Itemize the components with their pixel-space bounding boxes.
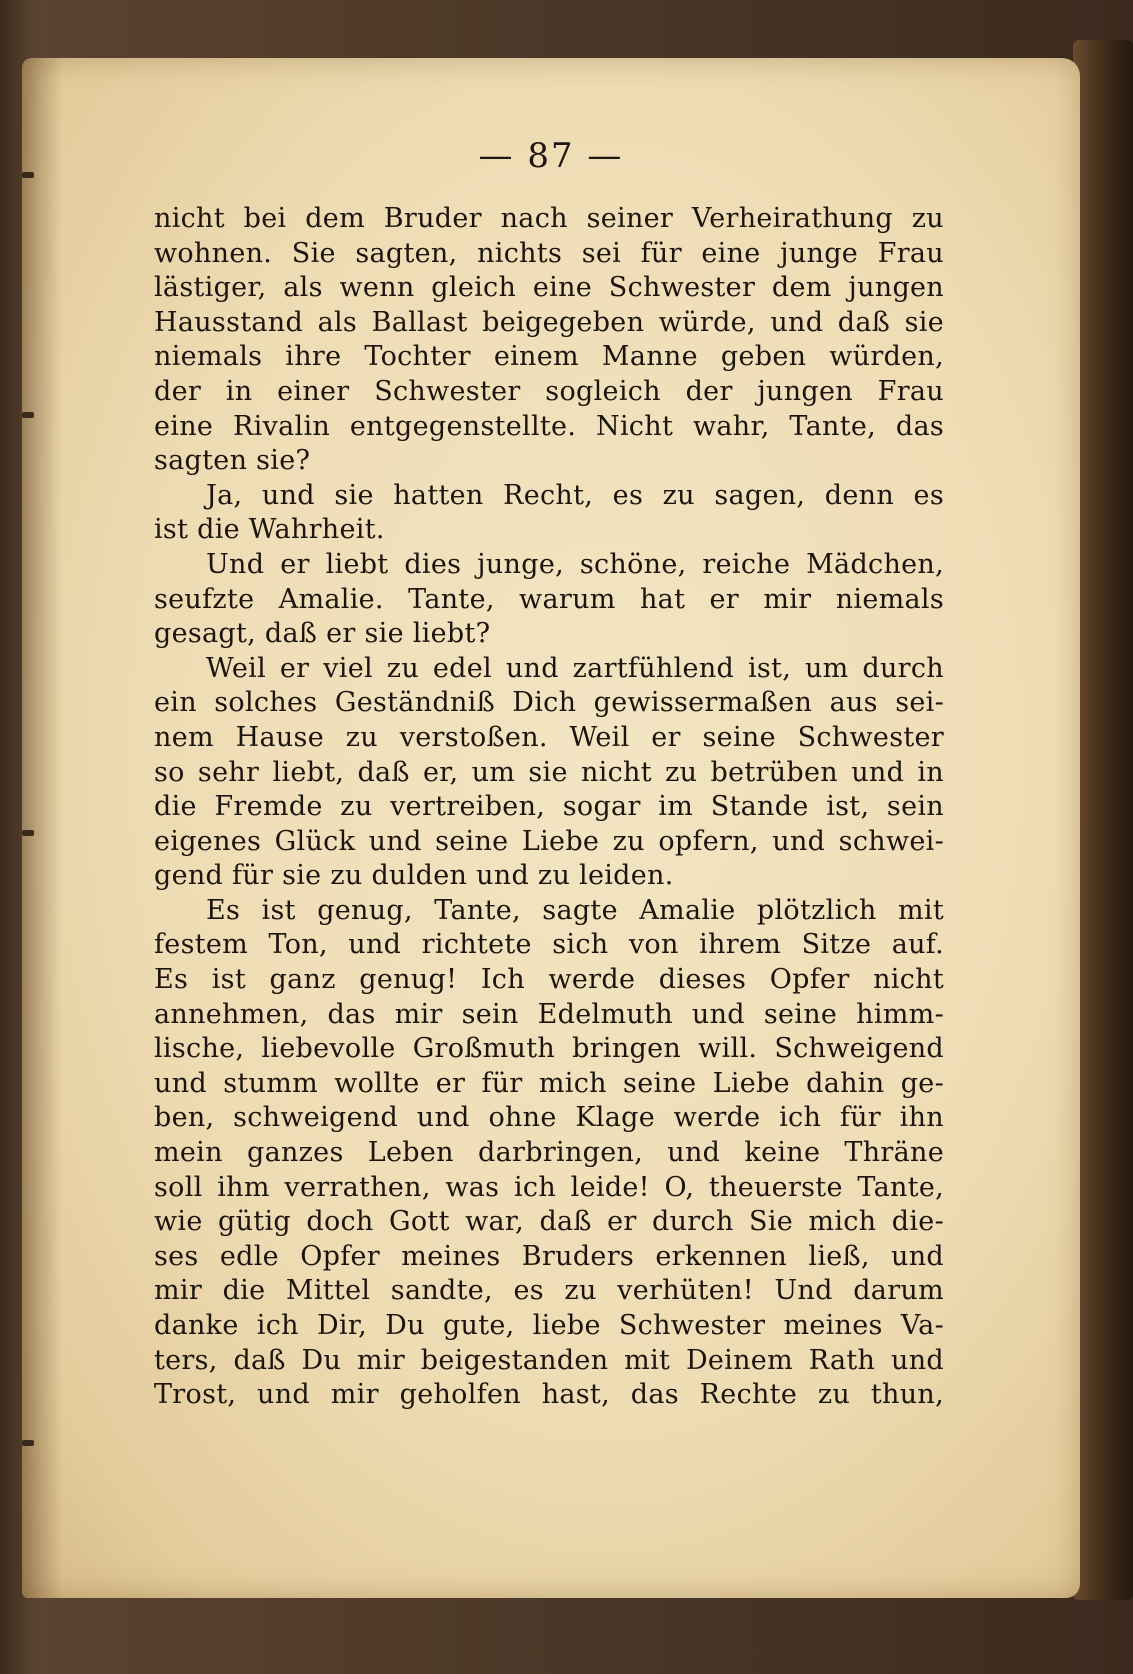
margin-mark [22,1440,34,1446]
spine-shadow [22,58,62,1598]
text-line: seufzte Amalie. Tante, warum hat er mir niemals [154,583,944,615]
text-line: gesagt, daß er sie liebt? [154,618,491,650]
text-line: so sehr liebt, daß er, um sie nicht zu betrüben und in [154,756,944,788]
text-line: Ja, und sie hatten Recht, es zu sagen, denn es [206,479,944,511]
book-cover-edge [1073,40,1133,1600]
text-line: nem Hause zu verstoßen. Weil er seine Schwester [154,721,944,753]
text-line: die Fremde zu vertreiben, sogar im Stande ist, sein [154,791,944,823]
margin-mark [22,412,34,418]
text-line: annehmen, das mir sein Edelmuth und seine himm- [154,998,944,1030]
text-line: wie gütig doch Gott war, daß er durch Sie mich die- [154,1206,944,1238]
book-page [22,58,1080,1598]
text-line: Trost, und mir geholfen hast, das Rechte zu thun, [154,1379,944,1411]
margin-mark [22,830,34,836]
text-line: niemals ihre Tochter einem Manne geben würden, [154,341,944,373]
text-line: sagten sie? [154,445,311,477]
text-line: eine Rivalin entgegenstellte. Nicht wahr, Tante, das [154,410,944,442]
text-line: Und er liebt dies junge, schöne, reiche Mädchen, [206,548,944,580]
text-line: ters, daß Du mir beigestanden mit Deinem Rath und [154,1344,944,1376]
text-line: der in einer Schwester sogleich der jungen Frau [154,375,944,407]
text-line: mein ganzes Leben darbringen, und keine Thräne [154,1137,944,1169]
text-line: gend für sie zu dulden und zu leiden. [154,860,674,892]
margin-mark [22,172,34,178]
text-line: und stumm wollte er für mich seine Liebe dahin ge- [154,1067,944,1099]
text-line: danke ich Dir, Du gute, liebe Schwester meines Va- [154,1310,944,1341]
text-line: lische, liebevolle Großmuth bringen will. Schweigend [154,1033,944,1065]
text-line: ses edle Opfer meines Bruders erkennen ließ, und [154,1240,944,1272]
text-line: ist die Wahrheit. [154,514,385,546]
page-number: — 87 — [478,136,624,176]
text-line: festem Ton, und richtete sich von ihrem Sitze auf. [154,929,944,961]
text-line: eigenes Glück und seine Liebe zu opfern, und schwei- [154,825,944,857]
text-line: ben, schweigend und ohne Klage werde ich für ihn [154,1102,944,1134]
text-line: lästiger, als wenn gleich eine Schwester dem jungen [154,272,944,304]
text-line: Es ist genug, Tante, sagte Amalie plötzlich mit [206,894,944,926]
text-line: mir die Mittel sandte, es zu verhüten! Und darum [154,1275,944,1307]
text-line: soll ihm verrathen, was ich leide! O, theuerste Tante, [154,1171,944,1203]
text-line: wohnen. Sie sagten, nichts sei für eine junge Frau [154,237,944,269]
body-text [154,202,944,1413]
text-line: Es ist ganz genug! Ich werde dieses Opfer nicht [154,964,944,996]
text-line: ein solches Geständniß Dich gewissermaßen aus sei- [154,687,944,719]
text-line: Weil er viel zu edel und zartfühlend ist, um durch [206,652,944,684]
text-line: Hausstand als Ballast beigegeben würde, und daß sie [154,306,944,338]
text-line: nicht bei dem Bruder nach seiner Verheirathung zu [154,203,944,234]
